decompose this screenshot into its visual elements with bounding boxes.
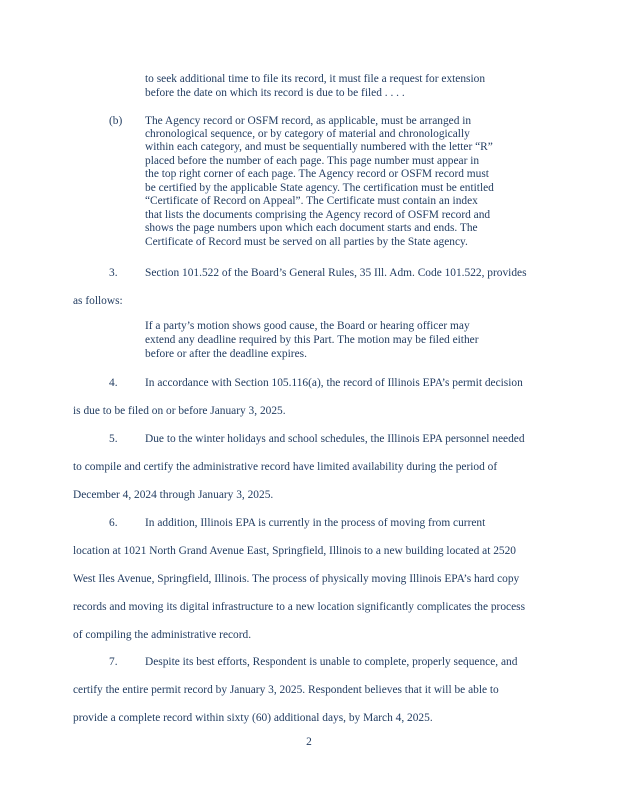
paragraph-number: 3. xyxy=(109,267,118,279)
rule-quote-line: extend any deadline required by this Part. The motion may be filed either xyxy=(145,334,479,346)
paragraph-number: 5. xyxy=(109,433,118,445)
paragraph-7-line: provide a complete record within sixty (60) additional days, by March 4, 2025. xyxy=(73,712,433,724)
paragraph-6-line: In addition, Illinois EPA is currently in the process of moving from current xyxy=(145,517,486,529)
subsection-b-line: “Certificate of Record on Appeal”. The Certificate must contain an index xyxy=(145,195,478,207)
quote-intro-line: before the date on which its record is due to be filed . . . . xyxy=(145,87,405,99)
subsection-b-line: the top right corner of each page. The Agency record or OSFM record must xyxy=(145,168,489,180)
page-number: 2 xyxy=(306,736,312,748)
paragraph-5-line: to compile and certify the administrative record have limited availability during the period of xyxy=(73,461,498,473)
subsection-b-line: that lists the documents comprising the Agency record of OSFM record and xyxy=(145,209,491,221)
subsection-b-line: placed before the number of each page. This page number must appear in xyxy=(145,155,480,167)
subsection-b-line: within each category, and must be sequentially numbered with the letter “R” xyxy=(145,141,493,153)
paragraph-3-line: as follows: xyxy=(73,295,123,307)
paragraph-6-line: location at 1021 North Grand Avenue East, Springfield, Illinois to a new building located at 2520 xyxy=(73,545,516,557)
paragraph-6-line: West Iles Avenue, Springfield, Illinois. The process of physically moving Illinois EPA’s hard copy xyxy=(73,573,520,585)
paragraph-5-line: Due to the winter holidays and school schedules, the Illinois EPA personnel needed xyxy=(145,433,525,445)
subsection-b-line: The Agency record or OSFM record, as applicable, must be arranged in xyxy=(145,115,472,127)
subsection-b-line: chronological sequence, or by category of material and chronologically xyxy=(145,128,470,140)
paragraph-6-line: of compiling the administrative record. xyxy=(73,629,252,641)
paragraph-number: 4. xyxy=(109,377,118,389)
paragraph-5-line: December 4, 2024 through January 3, 2025. xyxy=(73,489,274,501)
subsection-label: (b) xyxy=(109,115,123,127)
subsection-b-line: be certified by the applicable State agency. The certification must be entitled xyxy=(145,182,494,194)
paragraph-4-line: In accordance with Section 105.116(a), the record of Illinois EPA’s permit decision xyxy=(145,377,523,389)
paragraph-6-line: records and moving its digital infrastructure to a new location significantly complicates the process xyxy=(73,601,526,613)
rule-quote-line: If a party’s motion shows good cause, the Board or hearing officer may xyxy=(145,320,470,332)
paragraph-7-line: Despite its best efforts, Respondent is unable to complete, properly sequence, and xyxy=(145,656,518,668)
paragraph-number: 6. xyxy=(109,517,118,529)
rule-quote-line: before or after the deadline expires. xyxy=(145,348,307,360)
quote-intro-line: to seek additional time to file its record, it must file a request for extension xyxy=(145,73,486,85)
paragraph-3-line: Section 101.522 of the Board’s General Rules, 35 Ill. Adm. Code 101.522, provides xyxy=(145,267,527,279)
subsection-b-line: Certificate of Record must be served on all parties by the State agency. xyxy=(145,236,468,248)
paragraph-7-line: certify the entire permit record by January 3, 2025. Respondent believes that it will be able to xyxy=(73,684,499,696)
paragraph-number: 7. xyxy=(109,656,118,668)
paragraph-4-line: is due to be filed on or before January 3, 2025. xyxy=(73,405,286,417)
subsection-b-line: shows the page numbers upon which each document starts and ends. The xyxy=(145,222,478,234)
